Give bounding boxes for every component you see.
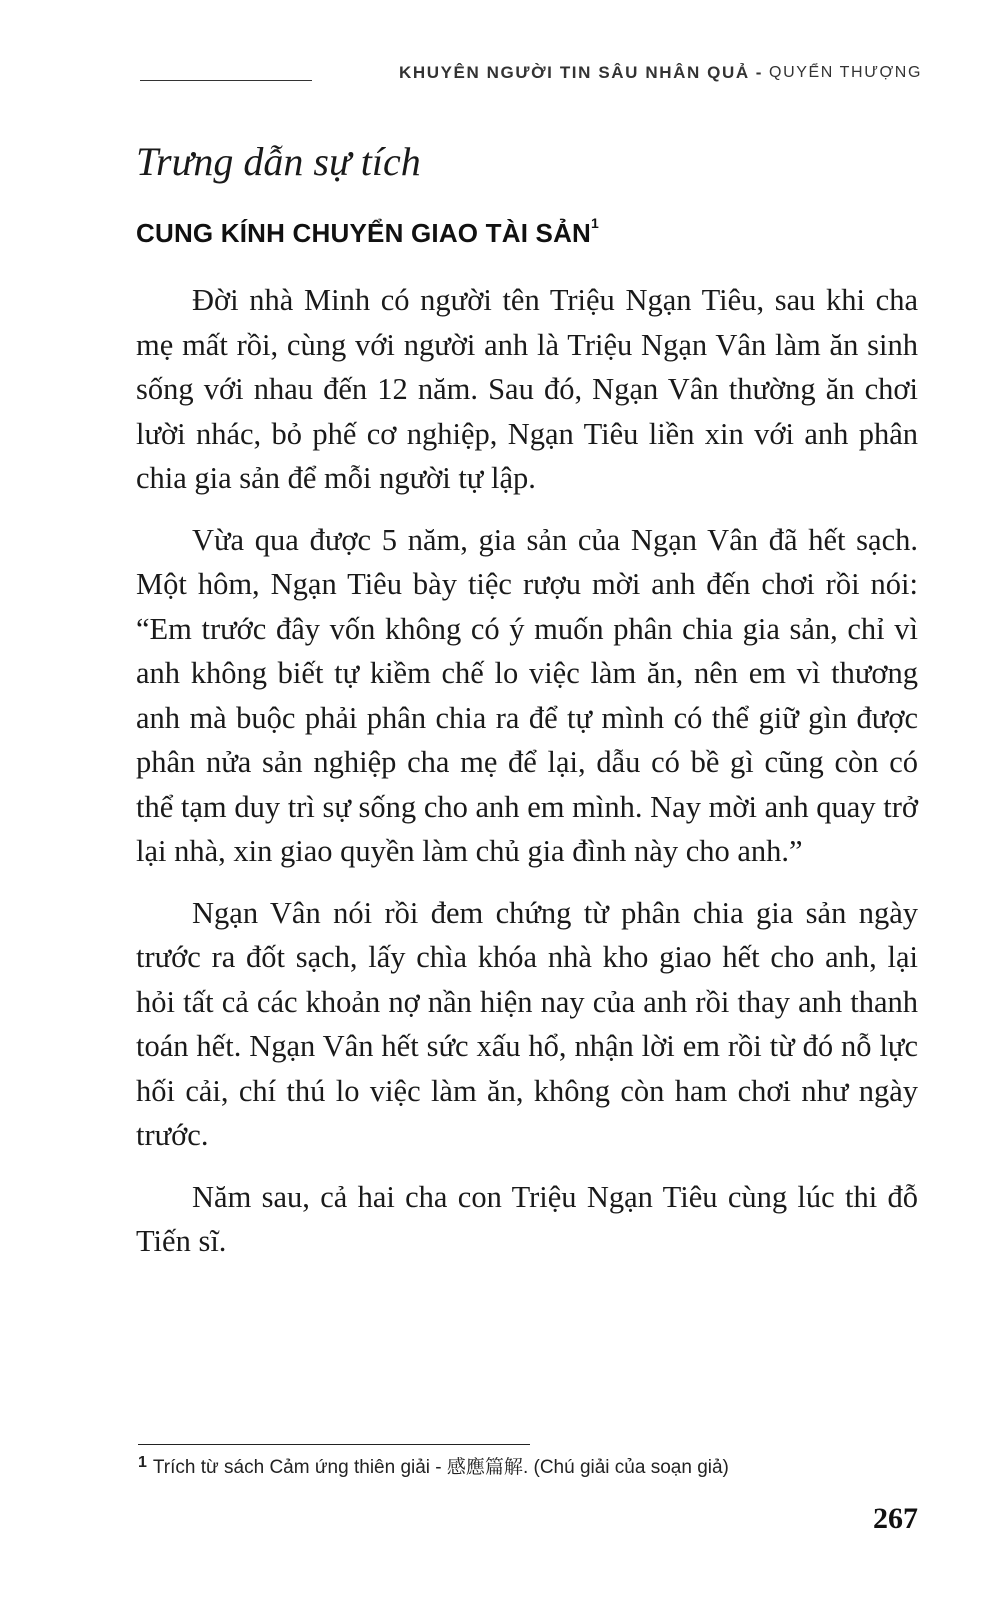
header-separator: - (755, 63, 764, 82)
running-header (399, 58, 922, 88)
footnote-chinese-title: 感應篇解 (446, 1456, 523, 1478)
story-heading (136, 215, 600, 249)
paragraph-4: Năm sau, cả hai cha con Triệu Ngạn Tiêu cùng lúc thi đỗ Tiến sĩ. (136, 1179, 918, 1258)
footnote-text-after: . (Chú giải của soạn giả) (522, 1457, 729, 1478)
book-title: KHUYÊN NGƯỜI TIN SÂU NHÂN QUẢ (398, 63, 750, 82)
paragraph-1: Đời nhà Minh có người tên Triệu Ngạn Tiêu, sau khi cha mẹ mất rồi, cùng với người anh là Triệu Ngạn Vân làm ăn sinh sống với nhau đến 12 năm. Sau đó, Ngạn Vân thường ăn chơi lười nhác, bỏ phế cơ nghiệp, Ngạn Tiêu liền xin với anh phân chia gia sản để mỗi người tự lập. (136, 283, 918, 495)
page-number: 267 (873, 1502, 918, 1535)
story-body (136, 278, 918, 1281)
header-rule (140, 80, 312, 81)
paragraph-2: Vừa qua được 5 năm, gia sản của Ngạn Vân đã hết sạch. Một hôm, Ngạn Tiêu bày tiệc rượu mời anh đến chơi rồi nói: “Em trước đây vốn không có ý muốn phân chia gia sản, chỉ vì anh không biết tự kiềm chế lo việc làm ăn, nên em vì thương anh mà buộc phải phân chia ra để tự mình có thể giữ gìn được phân nửa sản nghiệp cha mẹ để lại, dẫu có bề gì cũng còn có thể tạm duy trì sự sống cho anh em mình. Nay mời anh quay trở lại nhà, xin giao quyền làm chủ gia đình này cho anh.” (136, 522, 918, 868)
volume-label: QUYỂN THƯỢNG (769, 64, 922, 81)
footnote-rule (138, 1444, 530, 1445)
paragraph-3: Ngạn Vân nói rồi đem chứng từ phân chia gia sản ngày trước ra đốt sạch, lấy chìa khóa nhà kho giao hết cho anh, lại hỏi tất cả các khoản nợ nần hiện nay của anh rồi thay anh thanh toán hết. Ngạn Vân hết sức xấu hổ, nhận lời em rồi từ đó nỗ lực hối cải, chí thú lo việc làm ăn, không còn ham chơi như ngày trước. (136, 895, 918, 1152)
section-title: Trưng dẫn sự tích (136, 139, 421, 184)
footnote (138, 1452, 938, 1479)
story-heading-text: CUNG KÍNH CHUYỂN GIAO TÀI SẢN (136, 218, 592, 248)
footnote-text-before: Trích từ sách Cảm ứng thiên giải - (152, 1457, 447, 1478)
footnote-reference: 1 (591, 215, 600, 232)
footnote-number: 1 (138, 1454, 147, 1471)
